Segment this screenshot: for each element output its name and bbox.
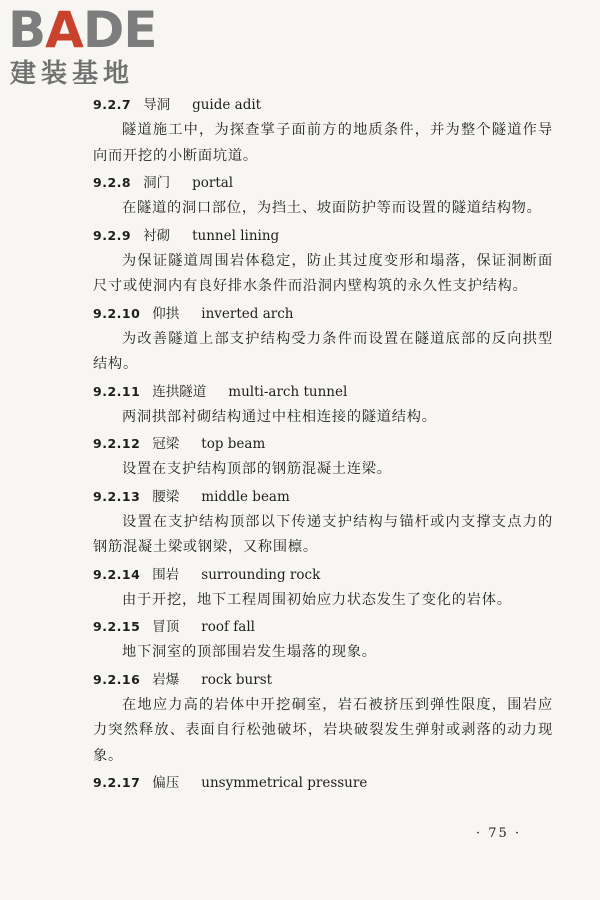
entry-heading bbox=[93, 92, 553, 118]
glossary-entry bbox=[93, 770, 553, 796]
entry-number: 9.2.17 bbox=[93, 775, 141, 790]
glossary-entry bbox=[93, 614, 553, 666]
term-chinese: 仰拱 bbox=[152, 305, 180, 322]
entry-number: 9.2.16 bbox=[93, 671, 141, 687]
entry-definition: 地下洞室的顶部围岩发生塌落的现象。 bbox=[122, 644, 377, 660]
entry-number: 9.2.9 bbox=[93, 227, 132, 243]
entry-number: 9.2.7 bbox=[93, 97, 132, 112]
glossary-entry bbox=[93, 562, 553, 614]
entry-heading bbox=[93, 484, 553, 510]
glossary-entry bbox=[93, 301, 553, 378]
logo-letters-start: B bbox=[8, 1, 46, 59]
term-english: portal bbox=[192, 175, 234, 191]
entry-definition: 隧道施工中，为探查掌子面前方的地质条件，并为整个隧道作导向而开挖的小断面坑道。 bbox=[93, 122, 553, 164]
logo-subtitle: 建装基地 bbox=[10, 59, 135, 89]
entry-definition: 由于开挖，地下工程周围初始应力状态发生了变化的岩体。 bbox=[122, 591, 512, 608]
term-chinese: 偏压 bbox=[152, 775, 180, 791]
entry-definition: 设置在支护结构顶部的钢筋混凝土连梁。 bbox=[122, 461, 392, 477]
entry-heading bbox=[93, 431, 553, 457]
term-english: rock burst bbox=[201, 671, 273, 688]
glossary-entry bbox=[93, 92, 553, 169]
term-english: multi-arch tunnel bbox=[228, 383, 348, 400]
entry-number: 9.2.10 bbox=[93, 305, 141, 321]
term-chinese: 岩爆 bbox=[152, 671, 180, 688]
term-chinese: 洞门 bbox=[143, 175, 171, 191]
entry-heading bbox=[93, 301, 553, 327]
glossary-entry bbox=[93, 431, 553, 483]
term-english: surrounding rock bbox=[201, 566, 321, 583]
entry-definition: 两洞拱部衬砌结构通过中柱相连接的隧道结构。 bbox=[122, 408, 437, 425]
glossary-entry bbox=[93, 484, 553, 561]
glossary-entry bbox=[93, 379, 553, 431]
glossary-entry bbox=[93, 170, 553, 222]
entry-number: 9.2.13 bbox=[93, 488, 141, 504]
entry-definition: 为改善隧道上部支护结构受力条件而设置在隧道底部的反向拱型结构。 bbox=[93, 330, 553, 372]
term-chinese: 腰梁 bbox=[152, 488, 180, 505]
term-english: inverted arch bbox=[201, 305, 294, 322]
entry-number: 9.2.11 bbox=[93, 383, 141, 399]
entry-heading bbox=[93, 770, 553, 796]
entry-heading bbox=[93, 170, 553, 196]
logo-letters-end: DE bbox=[82, 1, 157, 59]
term-english: roof fall bbox=[201, 619, 255, 635]
glossary-entry bbox=[93, 667, 553, 770]
entry-heading bbox=[93, 223, 553, 249]
logo-accent-letter: A bbox=[45, 1, 83, 59]
term-english: middle beam bbox=[201, 488, 290, 505]
term-english: tunnel lining bbox=[192, 227, 280, 244]
term-chinese: 冒顶 bbox=[152, 619, 180, 635]
entry-number: 9.2.15 bbox=[93, 619, 141, 634]
entry-definition: 设置在支护结构顶部以下传递支护结构与锚杆或内支撑支点力的钢筋混凝土梁或钢梁，又称围檩。 bbox=[93, 513, 553, 555]
entry-number: 9.2.8 bbox=[93, 175, 132, 190]
term-chinese: 连拱隧道 bbox=[152, 383, 207, 400]
term-chinese: 冠梁 bbox=[152, 436, 180, 452]
logo-wordmark bbox=[8, 1, 157, 59]
entry-definition: 在隧道的洞口部位，为挡土、坡面防护等而设置的隧道结构物。 bbox=[122, 200, 542, 216]
entry-heading bbox=[93, 379, 553, 405]
entry-number: 9.2.14 bbox=[93, 566, 141, 582]
entry-heading bbox=[93, 614, 553, 640]
entry-definition: 为保证隧道周围岩体稳定，防止其过度变形和塌落，保证洞断面尺寸或使洞内有良好排水条件而沿洞内壁构筑的永久性支护结构。 bbox=[93, 252, 553, 294]
term-chinese: 导洞 bbox=[143, 97, 171, 113]
glossary-content bbox=[93, 92, 553, 796]
term-english: unsymmetrical pressure bbox=[201, 775, 368, 791]
term-english: guide adit bbox=[192, 97, 262, 113]
entry-heading bbox=[93, 562, 553, 588]
bade-logo bbox=[8, 1, 178, 92]
glossary-entry bbox=[93, 223, 553, 300]
page-number: · 75 · bbox=[476, 826, 522, 841]
term-chinese: 衬砌 bbox=[143, 227, 171, 244]
term-chinese: 围岩 bbox=[152, 566, 180, 583]
entry-heading bbox=[93, 667, 553, 693]
entry-definition: 在地应力高的岩体中开挖硐室，岩石被挤压到弹性限度，围岩应力突然释放、表面自行松弛破坏，岩块破裂发生弹射或剥落的动力现象。 bbox=[93, 696, 553, 764]
entry-number: 9.2.12 bbox=[93, 436, 141, 451]
term-english: top beam bbox=[201, 436, 266, 452]
